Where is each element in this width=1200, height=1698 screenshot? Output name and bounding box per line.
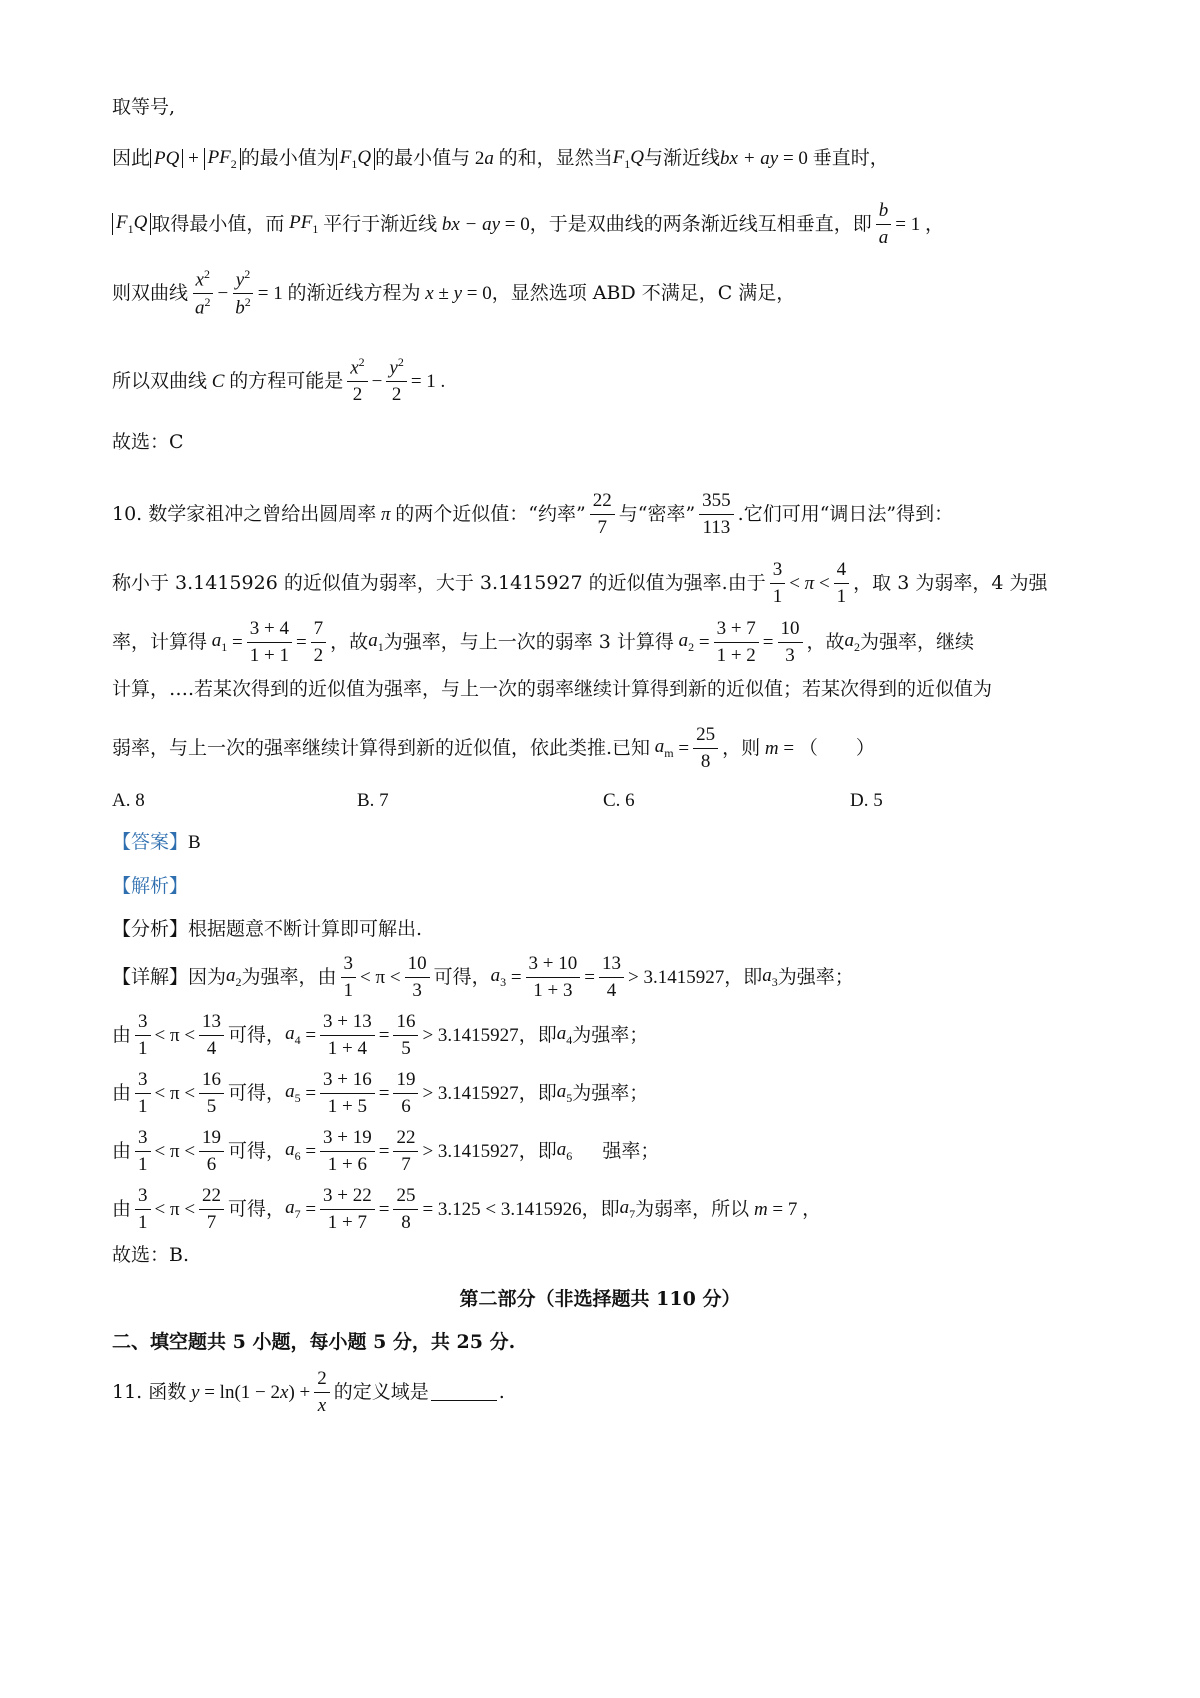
- text-line: [112, 1246, 189, 1265]
- text-line: 称小于 3.1415926 的近似值为弱率，大于 3.1415927 的近似值为强率.由于 $\frac{3}{1}$ < π < $\frac{4}{1}$ ，取 3 为弱率，4 为强: [112, 559, 1048, 607]
- answer-blank: [431, 1384, 497, 1401]
- text: 由: [112, 1197, 132, 1220]
- text: ，即: [724, 965, 763, 988]
- text: 取等号,: [112, 96, 176, 118]
- detail-line: 由 $\frac{3}{1}$ < π < $\frac{16}{5}$ 可得， $a_5$ = $\frac{3 + 16}{1 + 5}$ = $\frac{19}{6}$ > 3.1415927 ，即 $a_5$ 为强率；: [112, 1069, 649, 1117]
- text: 的两个近似值：“约率”: [395, 502, 586, 525]
- text: 取得最小值，而: [151, 212, 285, 235]
- text: 的渐近线方程为: [287, 282, 421, 305]
- answer-value: B: [188, 832, 201, 853]
- text-line: 率，计算得 $a_1$ = $\frac{3 + 4}{1 + 1}$ = $\frac{7}{2}$ ，故 $a_1$ 为强率，与上一次的弱率 3 计算得 $a_2$ = $\frac{3 + 7}{1 + 2}$ = $\frac{10}{3}$ ，故 $a_2$ 为强率，继续: [112, 618, 975, 666]
- text: .它们可用“调日法”得到：: [737, 502, 954, 525]
- text: 故选：C: [112, 431, 184, 453]
- analysis-label: 【解析】: [112, 875, 189, 897]
- text: 的最小值为: [240, 147, 336, 170]
- option-d: D. 5: [850, 790, 883, 811]
- text: 为强率；: [777, 965, 854, 988]
- text: 可得，: [228, 1139, 286, 1162]
- detail-line: 【详解】因为 $a_2$ 为强率，由 $\frac{3}{1}$ < π < $\frac{10}{3}$ 可得， $a_3$ = $\frac{3 + 10}{1 + 3}$ = $\frac{13}{4}$ > 3.1415927 ，即 $a_3$ 为强率；: [112, 953, 854, 1001]
- option-a: A. 8: [112, 790, 145, 811]
- text: ，显然选项 ABD 不满足，C 满足，: [491, 282, 796, 305]
- text: 11. 函数: [112, 1380, 187, 1403]
- detail-line: 由 $\frac{3}{1}$ < π < $\frac{22}{7}$ 可得， $a_7$ = $\frac{3 + 22}{1 + 7}$ = $\frac{25}{8}$ = 3.125 < 3.1415926 ，即 $a_7$ 为弱率，所以 m = 7 ，: [112, 1185, 822, 1233]
- detail-line: 由 $\frac{3}{1}$ < π < $\frac{19}{6}$ 可得， $a_6$ = $\frac{3 + 19}{1 + 6}$ = $\frac{22}{7}$ > 3.1415927 ，即 $a_6$ 强率；: [112, 1127, 660, 1175]
- text: ，故: [806, 630, 845, 653]
- text: ，故: [330, 630, 369, 653]
- option-b: B. 7: [357, 790, 389, 811]
- text: 【详解】因为: [112, 965, 227, 988]
- text-line: 则双曲线 $\frac{x^2}{a^2}$ − $\frac{y^2}{b^2}$ = 1 的渐近线方程为 x ± y = 0 ，显然选项 ABD 不满足，C 满足，: [112, 267, 796, 319]
- text: 可得，: [228, 1197, 286, 1220]
- text: ，于是双曲线的两条渐近线互相垂直，即: [529, 212, 872, 235]
- text: 为强率，继续: [860, 630, 975, 653]
- text: 故选：B.: [112, 1244, 190, 1266]
- text-line: [112, 98, 175, 117]
- text: ，即: [518, 1081, 557, 1104]
- detail-line: 由 $\frac{3}{1}$ < π < $\frac{13}{4}$ 可得， $a_4$ = $\frac{3 + 13}{1 + 4}$ = $\frac{16}{5}$ > 3.1415927 ，即 $a_4$ 为强率；: [112, 1011, 649, 1059]
- text-line: [112, 433, 184, 452]
- text: .: [498, 1380, 505, 1403]
- text: ，则: [722, 736, 761, 759]
- text: （ ）: [798, 736, 875, 759]
- text: ，即: [518, 1023, 557, 1046]
- text: 强率；: [602, 1139, 660, 1162]
- text: 平行于渐近线: [323, 212, 438, 235]
- question-11: 11. 函数 y = ln(1 − 2x) + $\frac{2}{x}$ 的定义域是 .: [112, 1368, 505, 1416]
- text: 由: [112, 1139, 132, 1162]
- text: ，即: [581, 1197, 620, 1220]
- text: 与“密率”: [618, 502, 696, 525]
- text: 为弱率，所以: [635, 1197, 750, 1220]
- text-line: $F_1Q$ 取得最小值，而 $PF_1$ 平行于渐近线 bx − ay = 0 ，于是双曲线的两条渐近线互相垂直，即 $\frac{b}{a}$ = 1 ，: [112, 200, 944, 249]
- text-line: 所以双曲线 C 的方程可能是 $\frac{x^2}{2}$ − $\frac{y^2}{2}$ = 1 .: [112, 355, 446, 406]
- text: 可得，: [433, 965, 491, 988]
- text: ，即: [518, 1139, 557, 1162]
- text: 垂直时，: [812, 147, 889, 170]
- text: ，取 3 为弱率，4 为强: [853, 571, 1048, 594]
- text: 为强率，与上一次的弱率 3 计算得: [383, 630, 674, 653]
- part-heading: [0, 1290, 1200, 1309]
- text: 为强率，由: [241, 965, 337, 988]
- text: 的最小值与: [375, 147, 471, 170]
- section-heading: [112, 1333, 515, 1352]
- text: 【分析】根据题意不断计算即可解出.: [112, 918, 423, 940]
- heading-text: 二、填空题共 5 小题，每小题 5 分，共 25 分.: [112, 1331, 516, 1353]
- heading-text: 第二部分（非选择题共 110 分）: [459, 1288, 741, 1310]
- text: 的定义域是: [333, 1380, 429, 1403]
- answer-label: 【答案】: [112, 831, 189, 853]
- analysis-line: [112, 877, 188, 896]
- text: 10. 数学家祖冲之曾给出圆周率: [112, 502, 377, 525]
- fraction: $\frac{b}{a}$: [876, 200, 892, 249]
- text: 则双曲线: [112, 282, 189, 305]
- text: 率，计算得: [112, 630, 208, 653]
- text: 与渐近线: [644, 147, 721, 170]
- text-line: [112, 680, 992, 699]
- text: 为强率；: [572, 1023, 649, 1046]
- text: 由: [112, 1023, 132, 1046]
- text: 为强率；: [572, 1081, 649, 1104]
- text: 所以双曲线: [112, 369, 208, 392]
- question-10: 10. 数学家祖冲之曾给出圆周率 π 的两个近似值：“约率” $\frac{22}{7}$ 与“密率” $\frac{355}{113}$ .它们可用“调日法”得到：: [112, 490, 954, 538]
- text: 的和，显然当: [498, 147, 613, 170]
- text: 可得，: [228, 1023, 286, 1046]
- text: 的方程可能是: [229, 369, 344, 392]
- text-line: 弱率，与上一次的强率继续计算得到新的近似值，依此类推.已知 $a_m$ = $\frac{25}{8}$ ，则 m = （ ）: [112, 724, 875, 772]
- text-line: 因此 PQ + $PF_2$ 的最小值为 $F_1Q$ 的最小值与 2a 的和，显然当 $F_1Q$ 与渐近线 bx + ay = 0 垂直时，: [112, 147, 889, 171]
- answer-line: [112, 833, 201, 852]
- text: 计算，….若某次得到的近似值为强率，与上一次的弱率继续计算得到新的近似值；若某次得到的近似值为: [112, 678, 993, 700]
- text-line: [112, 920, 422, 939]
- text: 因此: [112, 147, 151, 170]
- text: 弱率，与上一次的强率继续计算得到新的近似值，依此类推.已知: [112, 736, 651, 759]
- option-c: C. 6: [603, 790, 635, 811]
- text: 由: [112, 1081, 132, 1104]
- text: 称小于 3.1415926 的近似值为弱率，大于 3.1415927 的近似值为强率.由于: [112, 571, 766, 594]
- text: 可得，: [228, 1081, 286, 1104]
